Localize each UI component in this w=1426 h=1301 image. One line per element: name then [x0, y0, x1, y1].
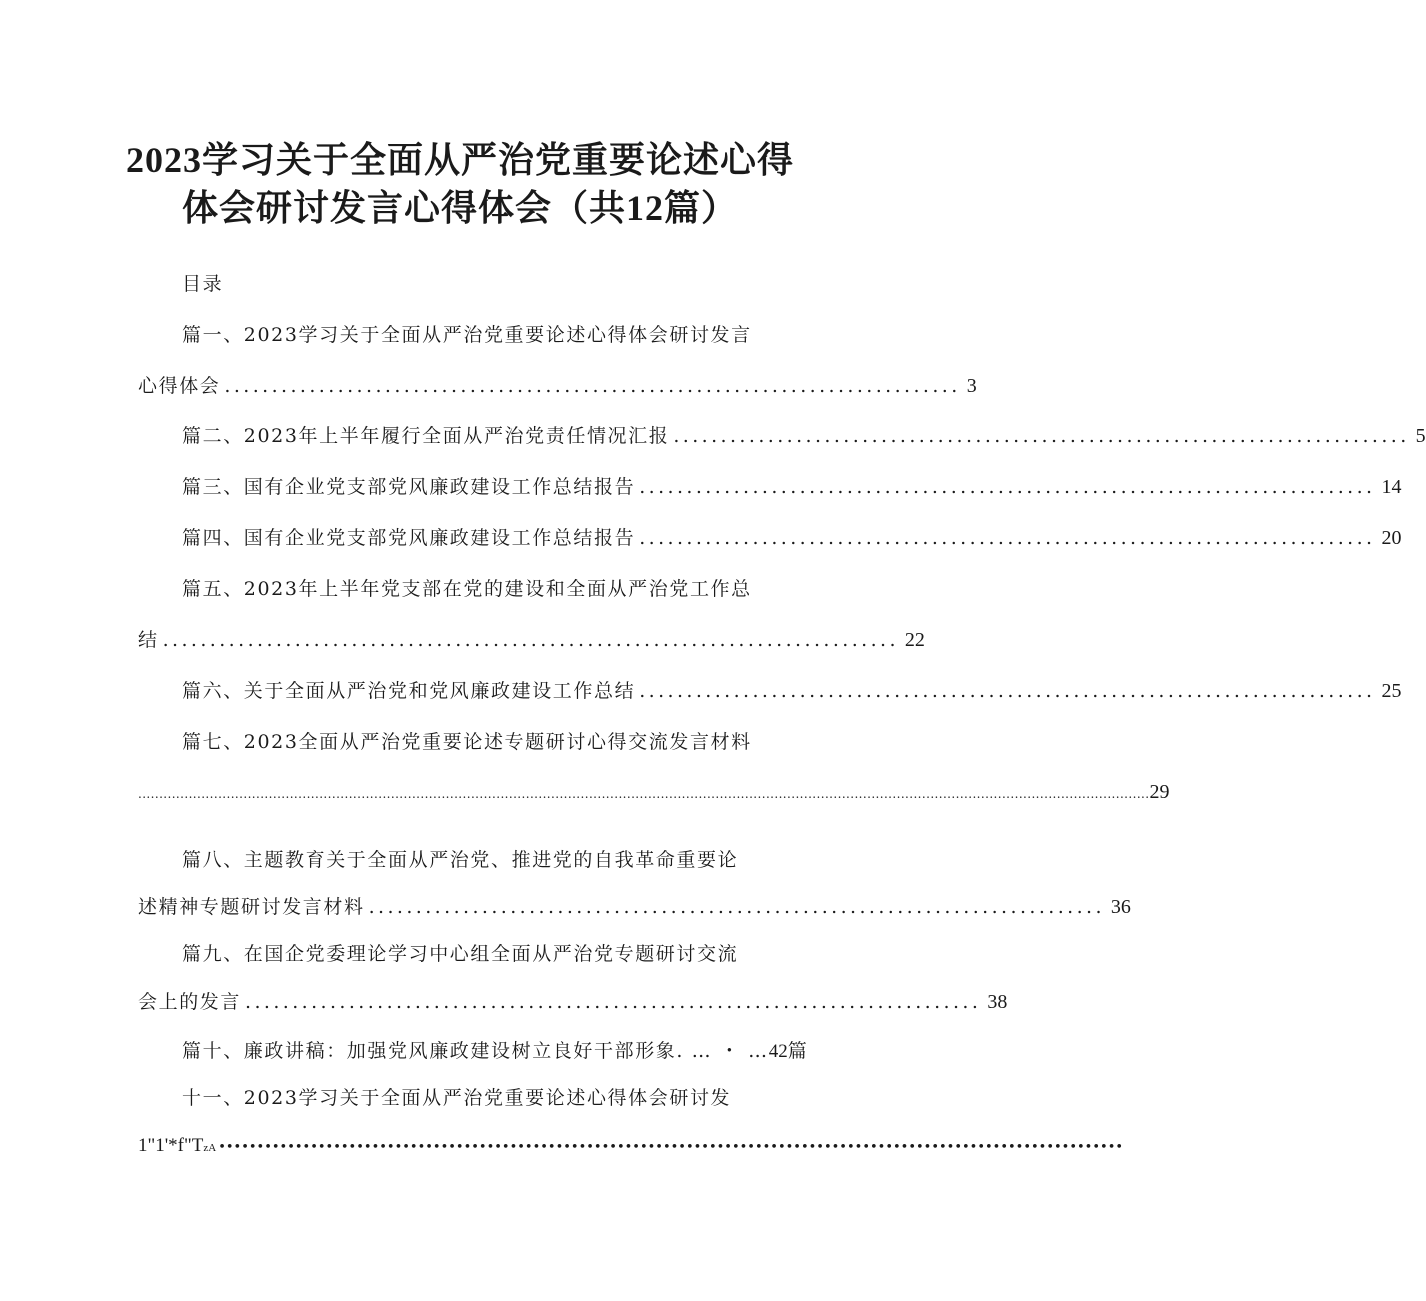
toc-entry-3 — [182, 475, 1402, 499]
dot-leader: ................................................................................................................................................................................................................................................ — [138, 787, 1150, 801]
toc-entry-8 — [138, 895, 1131, 919]
toc-entry-2 — [182, 424, 1426, 448]
toc-entry-9 — [138, 990, 1008, 1014]
toc-entry-10-suffix: 篇 — [787, 1040, 809, 1062]
toc-entry-7-line-1: 篇七、2023全面从严治党重要论述专题研讨心得交流发言材料 — [182, 731, 752, 753]
toc-entry-1 — [138, 374, 977, 398]
toc-entry-10-label: 篇十、廉政讲稿：加强党风廉政建设树立良好干部形象. … ・ … — [182, 1040, 769, 1062]
toc-entry-3-label: 篇三、国有企业党支部党风廉政建设工作总结报告 — [182, 476, 636, 498]
toc-entry-5-page: 22 — [904, 629, 925, 651]
toc-entry-4-page: 20 — [1381, 527, 1402, 549]
toc-entry-5-line-1: 篇五、2023年上半年党支部在党的建设和全面从严治党工作总 — [182, 578, 752, 600]
toc-entry-11 — [138, 1134, 1124, 1160]
toc-entry-6 — [182, 679, 1402, 703]
toc-entry-3-page: 14 — [1381, 476, 1402, 498]
toc-entry-9-line-1: 篇九、在国企党委理论学习中心组全面从严治党专题研讨交流 — [182, 943, 739, 965]
toc-entry-4-label: 篇四、国有企业党支部党风廉政建设工作总结报告 — [182, 527, 636, 549]
toc-entry-4 — [182, 526, 1402, 550]
dot-leader: .............................................................................. — [639, 527, 1376, 549]
toc-entry-6-label: 篇六、关于全面从严治党和党风廉政建设工作总结 — [182, 680, 636, 702]
toc-entry-11-line-1: 十一、2023学习关于全面从严治党重要论述心得体会研讨发 — [182, 1087, 732, 1109]
toc-entry-5 — [138, 628, 925, 652]
toc-entry-5-line-2: 结 — [138, 629, 159, 651]
toc-entry-8-line-2: 述精神专题研讨发言材料 — [138, 896, 365, 918]
dot-leader: .............................................................................. — [368, 896, 1105, 918]
toc-entry-1-page: 3 — [966, 375, 977, 397]
toc-entry-2-label: 篇二、2023年上半年履行全面从严治党责任情况汇报 — [182, 425, 670, 447]
document-title-line-1: 2023学习关于全面从严治党重要论述心得 — [125, 139, 794, 181]
dot-leader: .............................................................................. — [224, 375, 961, 397]
toc-entry-8-page: 36 — [1110, 896, 1131, 918]
toc-entry-10 — [182, 1039, 808, 1064]
toc-entry-9-page: 38 — [987, 991, 1008, 1013]
dot-leader: .............................................................................. — [639, 476, 1376, 498]
bullet-leader: •••••••••••••••••••••••••••••••••••••••••••••••••••••••••••••••••••••••••••••••••••••••••••••••••••••••••••••••••••••• — [218, 1140, 1124, 1155]
toc-entry-1-line-1: 篇一、2023学习关于全面从严治党重要论述心得体会研讨发言 — [182, 324, 752, 346]
toc-heading: 目录 — [182, 273, 224, 295]
toc-entry-10-page: 42 — [768, 1041, 788, 1062]
dot-leader: .............................................................................. — [245, 991, 982, 1013]
document-title-line-2: 体会研讨发言心得体会（共12篇） — [181, 187, 739, 229]
toc-entry-6-page: 25 — [1381, 680, 1402, 702]
toc-entry-2-page: 5 — [1415, 425, 1426, 447]
toc-entry-9-line-2: 会上的发言 — [138, 991, 242, 1013]
toc-entry-8-line-1: 篇八、主题教育关于全面从严治党、推进党的自我革命重要论 — [182, 849, 739, 871]
toc-entry-1-line-2: 心得体会 — [138, 375, 221, 397]
toc-entry-11-line-2: 1"1'*f"TzA — [138, 1135, 217, 1156]
dot-leader: .............................................................................. — [639, 680, 1376, 702]
dot-leader: .............................................................................. — [673, 425, 1410, 447]
toc-entry-7 — [138, 780, 1170, 806]
toc-entry-7-page: 29 — [1149, 781, 1170, 803]
dot-leader: .............................................................................. — [162, 629, 899, 651]
